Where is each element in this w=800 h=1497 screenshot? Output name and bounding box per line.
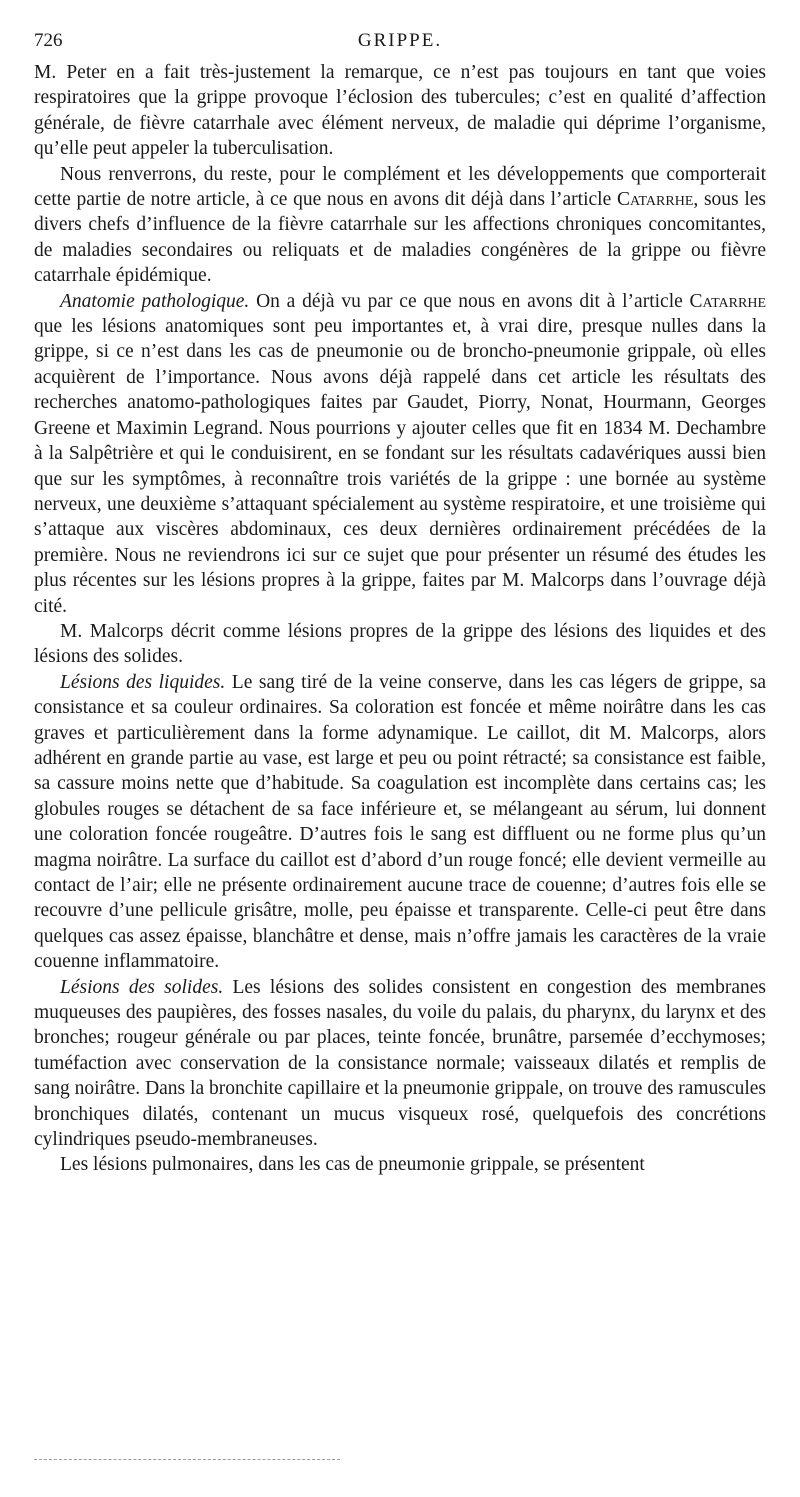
paragraph-lesions-liquides <box>34 670 766 975</box>
paragraph-text: Le sang tiré de la veine conserve, dans les cas légers de grippe, sa consistance et sa couleur ordinaires. Sa coloration est foncée et même noirâtre dans les cas graves et particulièrement dans la forme adynamique. Le caillot, dit M. Malcorps, alors adhérent en grande partie au vase, est large et peu ou point rétracté; sa consistance est faible, sa cassure moins nette que d’habitude. Sa coagulation est incomplète dans certains cas; les globules rouges se détachent de sa face inférieure et, se mélangeant au sérum, lui donnent une coloration foncée rougeâtre. D’autres fois le sang est diffluent ou ne forme plus qu’un magma noirâtre. La surface du caillot est d’abord d’un rouge foncé; elle devient vermeille au contact de l’air; elle ne présente ordinairement aucune trace de couenne; d’autres fois elle se recouvre d’une pellicule grisâtre, molle, peu épaisse et transparente. Celle-ci peut être dans quelques cas assez épaisse, blanchâtre et dense, mais n’offre jamais les caractères de la vraie couenne inflammatoire. <box>34 671 766 973</box>
paragraph-text: On a déjà vu par ce que nous en avons dit à l’article <box>249 290 690 312</box>
section-heading-solides: Lésions des solides. <box>60 976 224 998</box>
cross-reference-catarrhe: Catarrhe <box>616 189 694 211</box>
paragraph-text: M. Peter en a fait très-justement la remarque, ce n’est pas toujours en tant que voies respiratoires que la grippe provoque l’éclosion des tubercules; c’est en qualité d’affection générale, de fièvre catarrhale avec élément nerveux, de maladie qui déprime l’organisme, qu’elle peut appeler la tuberculisation. <box>34 62 766 160</box>
paragraph-tuberculisation <box>34 60 766 162</box>
paragraph-text: , sous les divers chefs d’influence de la fièvre catarrhale sur les affections chroniques concomitantes, de maladies secondaires ou reliquats et de maladies congénères de la grippe ou fièvre catarrhale épidémique. <box>34 189 766 287</box>
running-title: GRIPPE. <box>357 30 443 51</box>
section-heading-anatomie: Anatomie pathologique. <box>60 290 250 312</box>
paragraph-lesions-solides <box>34 975 766 1153</box>
paragraph-text: Les lésions des solides consistent en congestion des membranes muqueuses des paupières, des fosses nasales, du voile du palais, du pharynx, du larynx et des bronches; rougeur générale ou par places, teinte foncée, brunâtre, parsemée d’ecchymoses; tuméfaction avec conservation de la consistance normale; vaisseaux dilatés et remplis de sang noirâtre. Dans la bronchite capillaire et la pneumonie grippale, on trouve des ramuscules bronchiques dilatés, contenant un mucus visqueux rosé, quelquefois des concrétions cylindriques pseudo-membraneuses. <box>34 976 766 1151</box>
body-text <box>34 60 766 1178</box>
paragraph-text: M. Malcorps décrit comme lésions propres de la grippe des lésions des liquides et des lésions des solides. <box>34 620 766 668</box>
page <box>34 26 766 1178</box>
paragraph-text: que les lésions anatomiques sont peu importantes et, à vrai dire, presque nulles dans la grippe, si ce n’est dans les cas de pneumonie ou de broncho-pneumonie grippale, où elles acquièrent de l’importance. Nous avons déjà rappelé dans cet article les résultats des recherches anatomo-pathologiques faites par Gaudet, Piorry, Nonat, Hourmann, Georges Greene et Maximin Legrand. Nous pourrions y ajouter celles que fit en 1834 M. Dechambre à la Salpêtrière et qui le conduisirent, en se fondant sur les résultats cadavériques aussi bien que sur les symptômes, à reconnaître trois variétés de la grippe : une bornée au système nerveux, une deuxième s’attaquant spécialement au système respiratoire, et une troisième qui s’attaque aux viscères abdominaux, ces deux dernières ordinairement précédées de la première. Nous ne reviendrons ici sur ce sujet que pour présenter un résumé des études les plus récentes sur les lésions propres à la grippe, faites par M. Malcorps dans l’ouvrage déjà cité. <box>34 316 766 617</box>
paragraph-text: Les lésions pulmonaires, dans les cas de pneumonie grippale, se présentent <box>60 1154 645 1176</box>
paragraph-malcorps-intro <box>34 619 766 670</box>
cross-reference-catarrhe: Catarrhe <box>689 290 766 312</box>
paragraph-lesions-pulmonaires <box>34 1152 766 1177</box>
page-header <box>34 26 766 60</box>
paragraph-renvoi-catarrhe <box>34 162 766 289</box>
paragraph-text: Nous renverrons, du reste, pour le complément et les développements que comporterait cette partie de notre article, à ce que nous en avons dit déjà dans l’article <box>34 163 766 211</box>
section-heading-liquides: Lésions des liquides. <box>60 671 226 693</box>
page-number: 726 <box>34 30 63 51</box>
footer-rule <box>34 1459 340 1460</box>
paragraph-anatomie-pathologique <box>34 289 766 619</box>
